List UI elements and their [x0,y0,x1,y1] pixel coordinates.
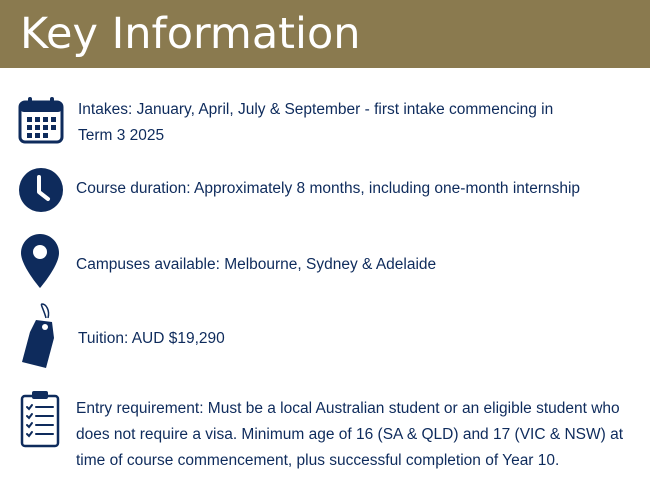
entry-requirement-text [76,396,623,474]
clipboard-checklist-icon [20,390,60,448]
tuition-text: Tuition: AUD $19,290 [78,330,225,347]
info-item-tuition [0,300,650,370]
intakes-line-1: Intakes: January, April, July & September - first intake commencing in [78,101,554,118]
calendar-icon [18,96,64,144]
entry-requirement-line-3: time of course commencement, plus successful completion of Year 10. [76,452,560,469]
campuses-text: Campuses available: Melbourne, Sydney & Adelaide [76,256,437,273]
price-tag-icon [18,302,60,370]
info-item-intakes [0,92,650,152]
entry-requirement-line-1: Entry requirement: Must be a local Australian student or an eligible student who [76,400,620,417]
page-title: Key Information [20,9,361,59]
info-item-entry-requirement [0,388,650,478]
location-pin-icon [20,233,60,289]
intakes-line-2: Term 3 2025 [78,127,165,144]
info-item-duration [0,165,650,213]
duration-text: Course duration: Approximately 8 months, including one-month internship [76,180,581,197]
intakes-text [78,97,553,149]
header-banner [0,0,650,68]
clock-icon [18,167,64,213]
info-item-campuses [0,233,650,289]
entry-requirement-line-2: does not require a visa. Minimum age of 16 (SA & QLD) and 17 (VIC & NSW) at [76,426,624,443]
